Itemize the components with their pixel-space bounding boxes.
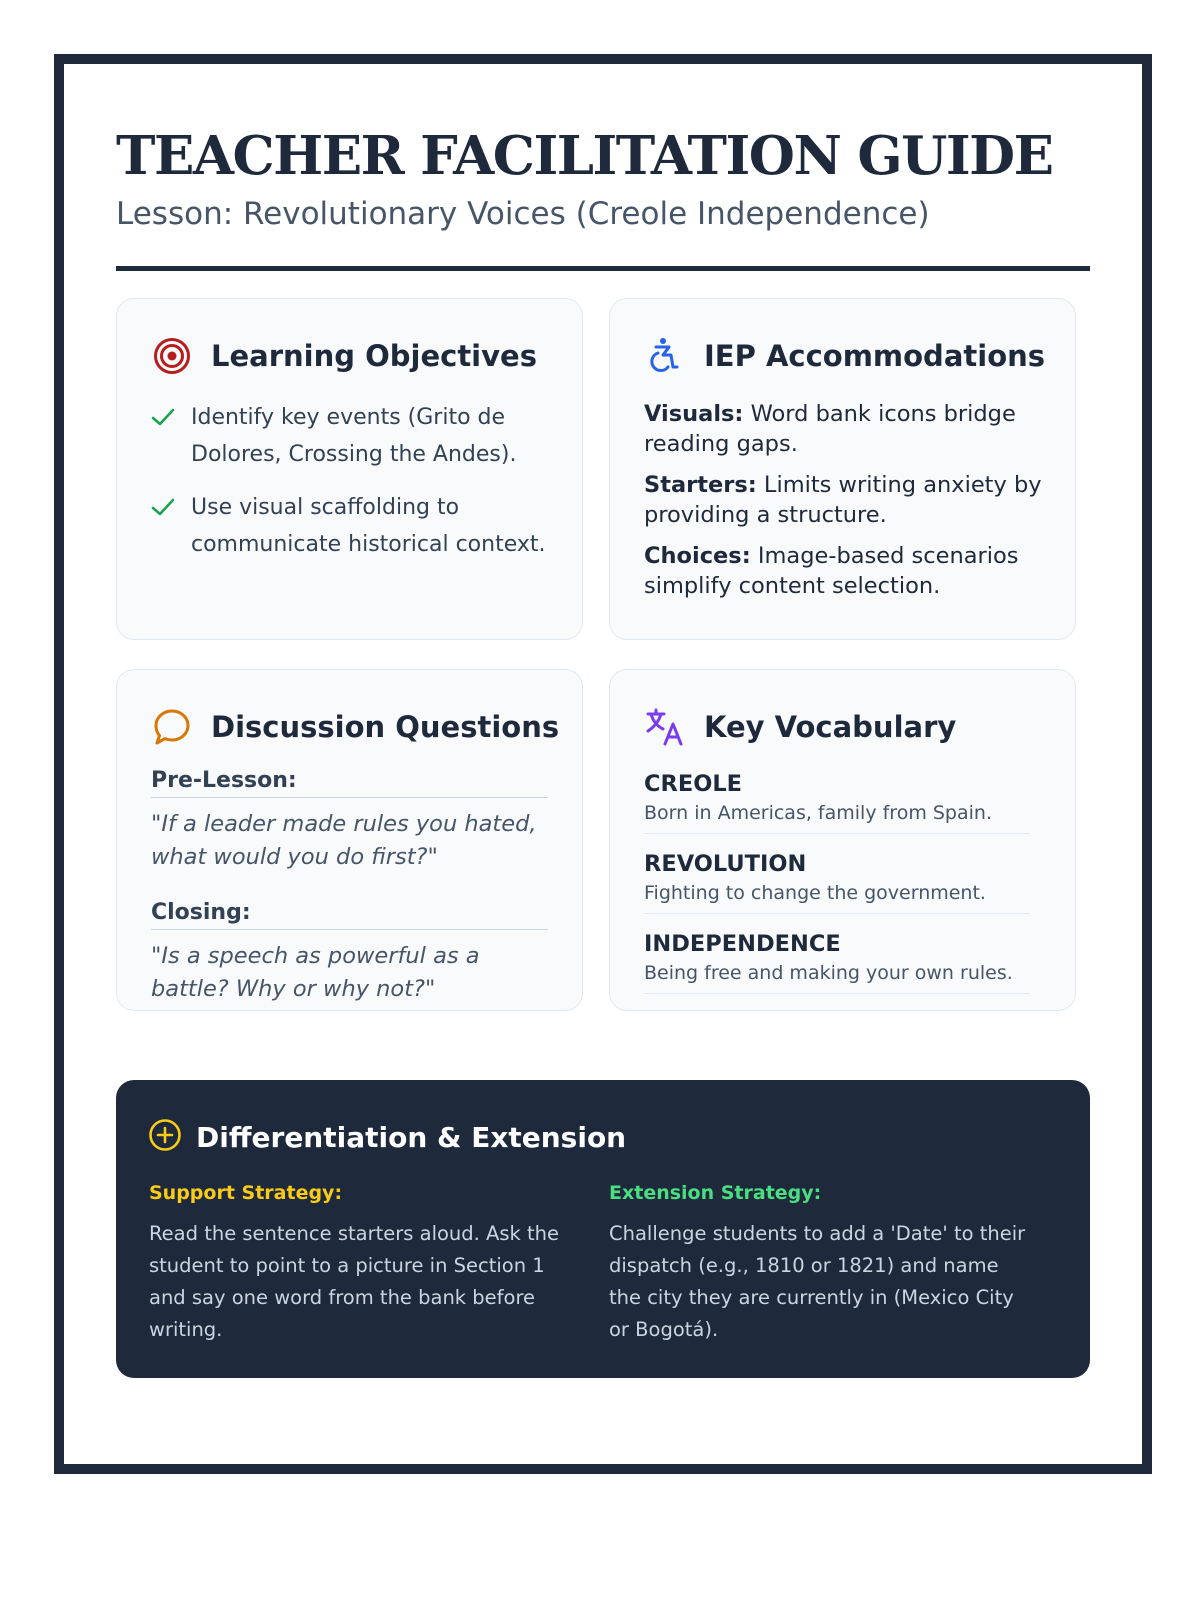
closing-label: Closing:: [151, 900, 548, 930]
iep-accommodations-card: [609, 298, 1076, 640]
pre-lesson-question: "If a leader made rules you hated, what would you do first?": [151, 811, 537, 870]
plus-circle-icon: [148, 1118, 182, 1156]
discussion-content: [151, 768, 548, 1032]
list-item: [644, 850, 1030, 914]
differentiation-panel: [116, 1080, 1090, 1378]
iep-accommodations-title: IEP Accommodations: [704, 339, 1046, 373]
vocab-term: INDEPENDENCE: [644, 931, 841, 957]
checkmark-icon: [151, 399, 191, 473]
objective-text: Identify key events (Grito de Dolores, Crossing the Andes).: [191, 405, 517, 467]
learning-objectives-card: [116, 298, 583, 640]
iep-text: Word bank icons bridge reading gaps.: [644, 401, 1016, 457]
guide-frame: [54, 54, 1152, 1474]
differentiation-header: [148, 1118, 626, 1156]
learning-objectives-header: [151, 335, 537, 377]
accessibility-icon: [644, 335, 686, 377]
vocab-definition: Born in Americas, family from Spain.: [644, 802, 992, 824]
iep-list: [644, 399, 1054, 612]
discussion-questions-card: [116, 669, 583, 1011]
key-vocabulary-header: [644, 706, 956, 748]
list-item: [644, 470, 1054, 530]
discussion-questions-title: Discussion Questions: [211, 710, 560, 744]
list-item: [644, 399, 1054, 459]
guide-header: [116, 124, 1090, 271]
list-item: [151, 489, 561, 563]
vocab-term: REVOLUTION: [644, 851, 807, 877]
differentiation-title: Differentiation & Extension: [196, 1120, 627, 1154]
vocab-term: CREOLE: [644, 771, 743, 797]
iep-text: Limits writing anxiety by providing a structure.: [644, 472, 1042, 528]
lesson-subtitle: Lesson: Revolutionary Voices (Creole Independence): [116, 196, 930, 232]
vocab-definition: Being free and making your own rules.: [644, 962, 1013, 984]
discussion-questions-header: [151, 706, 559, 748]
support-strategy: [149, 1182, 569, 1346]
key-vocabulary-title: Key Vocabulary: [704, 710, 957, 744]
list-item: [644, 930, 1030, 994]
vocabulary-list: [644, 770, 1030, 1010]
objectives-list: [151, 399, 561, 579]
iep-label: Starters:: [644, 472, 757, 498]
translate-icon: [644, 706, 686, 748]
objective-text: Use visual scaffolding to communicate historical context.: [191, 495, 546, 557]
learning-objectives-title: Learning Objectives: [211, 339, 537, 373]
extension-strategy-label: Extension Strategy:: [609, 1182, 822, 1204]
support-strategy-label: Support Strategy:: [149, 1182, 343, 1204]
checkmark-icon: [151, 489, 191, 563]
list-item: [151, 399, 561, 473]
speech-bubble-icon: [151, 706, 193, 748]
iep-text: Image-based scenarios simplify content selection.: [644, 543, 1019, 599]
page-title: TEACHER FACILITATION GUIDE: [116, 125, 1053, 187]
iep-accommodations-header: [644, 335, 1045, 377]
list-item: [644, 770, 1030, 834]
vocab-definition: Fighting to change the government.: [644, 882, 986, 904]
extension-strategy-text: Challenge students to add a 'Date' to their dispatch (e.g., 1810 or 1821) and name the city they are currently in (Mexico City or Bogotá).: [609, 1222, 1026, 1341]
key-vocabulary-card: [609, 669, 1076, 1011]
closing-question: "Is a speech as powerful as a battle? Why or why not?": [151, 943, 480, 1002]
extension-strategy: [609, 1182, 1029, 1346]
pre-lesson-label: Pre-Lesson:: [151, 768, 548, 798]
list-item: [644, 541, 1054, 601]
iep-label: Visuals:: [644, 401, 744, 427]
target-icon: [151, 335, 193, 377]
support-strategy-text: Read the sentence starters aloud. Ask the student to point to a picture in Section 1 and say one word from the bank before writing.: [149, 1222, 560, 1341]
title-divider: [116, 266, 1090, 271]
iep-label: Choices:: [644, 543, 751, 569]
